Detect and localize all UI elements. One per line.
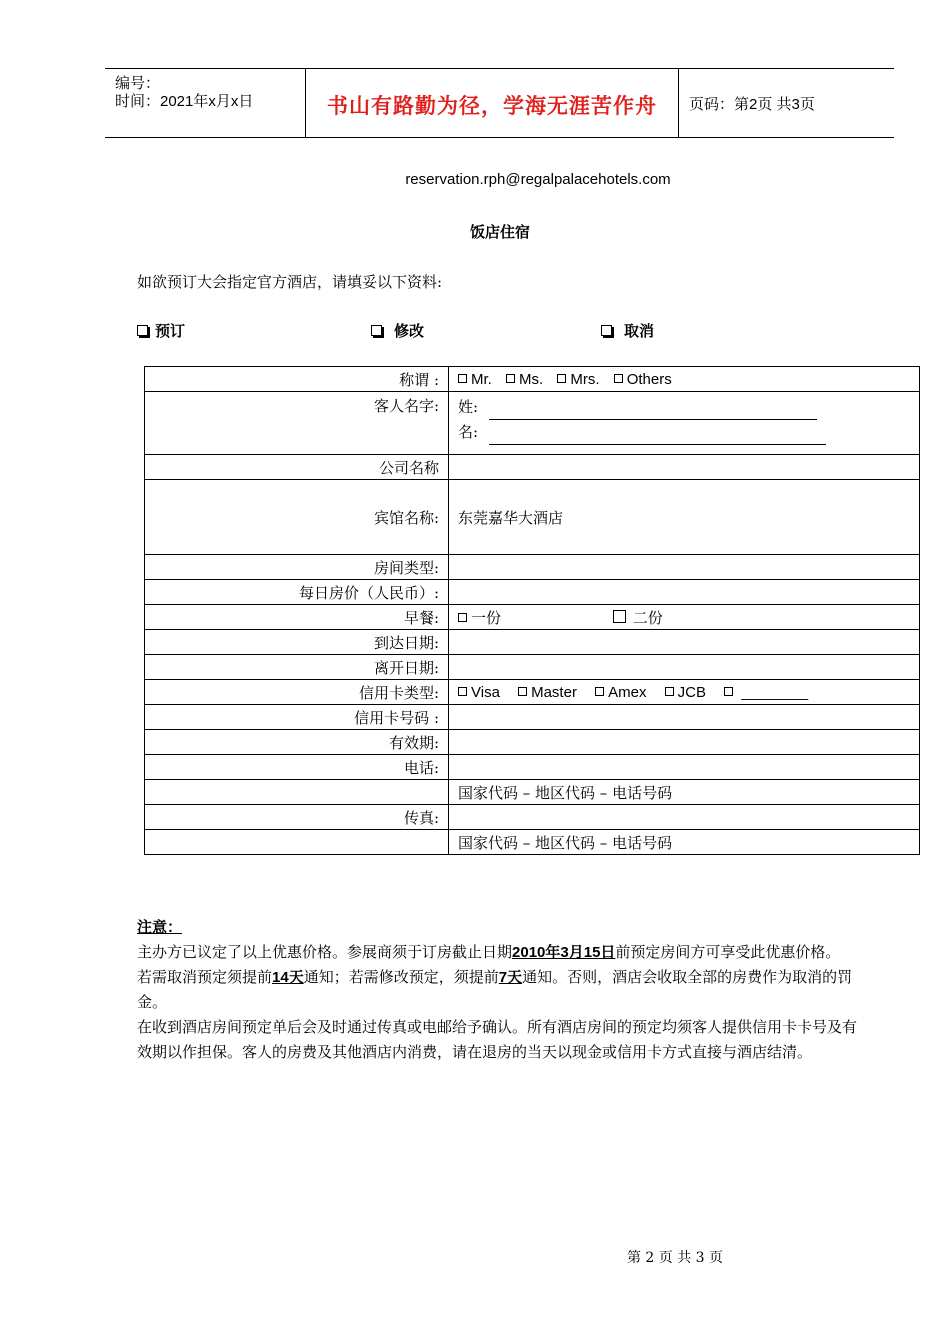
given-name-input[interactable]: [489, 444, 826, 445]
row-phone-format: [145, 780, 920, 805]
row-company: [145, 455, 920, 480]
fax-format: 国家代码 – 地区代码 – 电话号码: [449, 830, 920, 855]
fax-label: 传真:: [145, 805, 449, 830]
cancel-days: 14天: [272, 969, 304, 986]
page-label: 页码：第2页 共3页: [689, 96, 815, 113]
note-paragraph-2: 若需取消预定须提前14天通知；若需修改预定，须提前7天通知。否则，酒店会收取全部的房费作为取消的罚金。: [137, 968, 853, 1011]
salutation-choices: [449, 367, 920, 392]
header-page-cell: [679, 69, 894, 137]
guest-name-label: 客人名字:: [145, 392, 449, 455]
option-book[interactable]: [137, 320, 185, 341]
option-cancel[interactable]: [601, 320, 654, 341]
row-expiry: [145, 730, 920, 755]
choice-amex[interactable]: Amex: [595, 684, 646, 701]
card-number-input[interactable]: [449, 705, 920, 730]
surname-field[interactable]: 姓:: [458, 395, 910, 420]
card-number-label: 信用卡号码 :: [145, 705, 449, 730]
note-paragraph-3: 在收到酒店房间预定单后会及时通过传真或电邮给予确认。所有酒店房间的预定均须客人提供信用卡卡号及有效期以作担保。客人的房费及其他酒店内消费，请在退房的当天以现金或信用卡方式直接与酒店结清。: [137, 1018, 858, 1061]
row-fax-format: [145, 830, 920, 855]
card-type-label: 信用卡类型:: [145, 680, 449, 705]
row-guest-name: [145, 392, 920, 455]
room-type-input[interactable]: [449, 555, 920, 580]
notes-section: [137, 915, 867, 1065]
checkbox-icon[interactable]: [137, 325, 148, 336]
note-paragraph-1: 主办方已议定了以上优惠价格。参展商须于订房截止日期2010年3月15日前预定房间方可享受此优惠价格。: [137, 943, 841, 961]
choice-breakfast-one[interactable]: 一份: [458, 607, 608, 628]
row-fax: [145, 805, 920, 830]
row-hotel: [145, 480, 920, 555]
expiry-input[interactable]: [449, 730, 920, 755]
checkbox-icon[interactable]: [458, 374, 467, 383]
checkbox-icon[interactable]: [724, 687, 733, 696]
rate-label: 每日房价（人民币）:: [145, 580, 449, 605]
row-phone: [145, 755, 920, 780]
notes-heading: 注意：: [137, 918, 183, 936]
guest-name-fields: [449, 392, 920, 455]
checkbox-icon[interactable]: [614, 374, 623, 383]
date-label: 时间：2021年x月x日: [115, 93, 254, 110]
expiry-label: 有效期:: [145, 730, 449, 755]
phone-label: 电话:: [145, 755, 449, 780]
phone-format: 国家代码 – 地区代码 – 电话号码: [449, 780, 920, 805]
row-card-number: [145, 705, 920, 730]
hotel-value: 东莞嘉华大酒店: [449, 480, 920, 555]
checkbox-icon[interactable]: [458, 687, 467, 696]
motto: 书山有路勤为径，学海无涯苦作舟: [327, 94, 657, 118]
checkbox-icon[interactable]: [518, 687, 527, 696]
room-type-label: 房间类型:: [145, 555, 449, 580]
page-header: [105, 68, 894, 138]
row-arrival: [145, 630, 920, 655]
breakfast-label: 早餐:: [145, 605, 449, 630]
checkbox-icon[interactable]: [613, 610, 626, 623]
choice-mr[interactable]: Mr.: [458, 371, 492, 388]
modify-days: 7天: [498, 969, 523, 986]
row-salutation: [145, 367, 920, 392]
departure-label: 离开日期:: [145, 655, 449, 680]
arrival-label: 到达日期:: [145, 630, 449, 655]
hotel-label: 宾馆名称:: [145, 480, 449, 555]
intro-text: 如欲预订大会指定官方酒店，请填妥以下资料:: [137, 273, 443, 291]
header-meta: [105, 69, 306, 137]
option-book-label: 预订: [155, 322, 186, 340]
choice-breakfast-two[interactable]: 二份: [613, 609, 663, 627]
phone-input[interactable]: [449, 755, 920, 780]
row-departure: [145, 655, 920, 680]
checkbox-icon[interactable]: [458, 613, 467, 622]
option-modify-label: 修改: [394, 322, 425, 340]
rate-input[interactable]: [449, 580, 920, 605]
number-label: 编号：: [115, 75, 161, 92]
section-title: 饭店住宿: [469, 223, 530, 241]
choice-ms[interactable]: Ms.: [506, 371, 543, 388]
header-motto-cell: [306, 69, 679, 137]
departure-input[interactable]: [449, 655, 920, 680]
arrival-input[interactable]: [449, 630, 920, 655]
option-modify[interactable]: [371, 320, 424, 341]
choice-visa[interactable]: Visa: [458, 684, 500, 701]
company-label: 公司名称: [145, 455, 449, 480]
deadline-date: 2010年3月15日: [512, 944, 616, 961]
row-room-type: [145, 555, 920, 580]
email-address[interactable]: reservation.rph@regalpalacehotels.com: [405, 171, 671, 188]
checkbox-icon[interactable]: [557, 374, 566, 383]
checkbox-icon[interactable]: [506, 374, 515, 383]
row-breakfast: [145, 605, 920, 630]
row-rate: [145, 580, 920, 605]
choice-other-card[interactable]: ________: [724, 684, 808, 701]
breakfast-choices: [449, 605, 920, 630]
checkbox-icon[interactable]: [665, 687, 674, 696]
checkbox-icon[interactable]: [601, 325, 612, 336]
page-footer: 第 2 页 共 3 页: [626, 1250, 724, 1266]
choice-jcb[interactable]: JCB: [665, 684, 706, 701]
row-card-type: [145, 680, 920, 705]
reservation-form: [144, 366, 920, 855]
fax-format-spacer: [145, 830, 449, 855]
fax-input[interactable]: [449, 805, 920, 830]
given-name-field[interactable]: 名:: [458, 420, 910, 445]
salutation-label: 称谓 :: [145, 367, 449, 392]
choice-mrs[interactable]: Mrs.: [557, 371, 599, 388]
phone-format-spacer: [145, 780, 449, 805]
choice-others[interactable]: Others: [614, 371, 672, 388]
card-type-choices: [449, 680, 920, 705]
checkbox-icon[interactable]: [371, 325, 382, 336]
choice-master[interactable]: Master: [518, 684, 577, 701]
company-input[interactable]: [449, 455, 920, 480]
option-cancel-label: 取消: [624, 322, 655, 340]
checkbox-icon[interactable]: [595, 687, 604, 696]
